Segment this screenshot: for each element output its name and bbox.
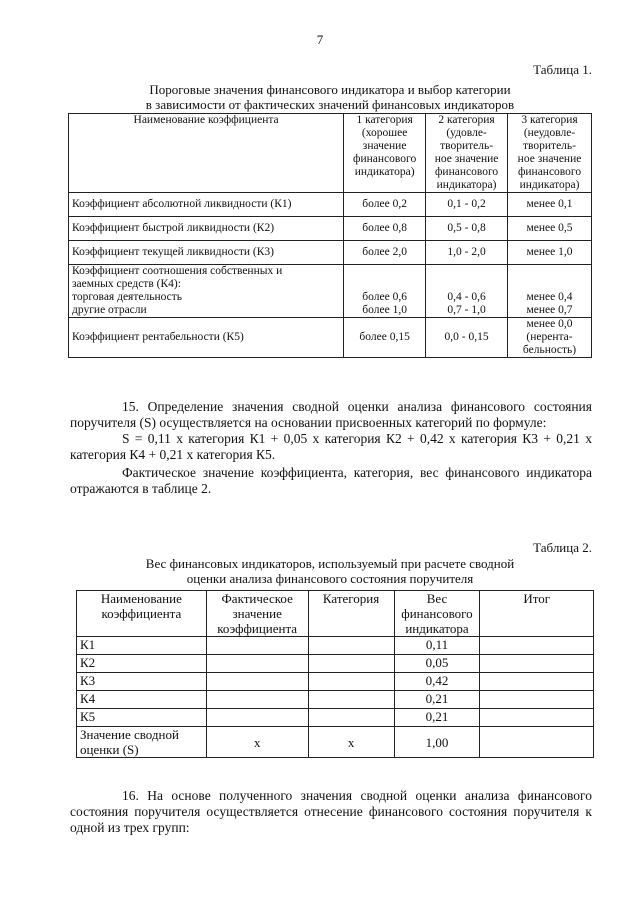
table1-title-line: в зависимости от фактических значений финансовых индикаторов — [145, 97, 515, 112]
row-weight: 0,21 — [394, 709, 480, 727]
header-category-1: 1 категория (хорошее значение финансового индикатора) — [344, 114, 426, 193]
row-name: Коэффициент абсолютной ликвидности (К1) — [69, 193, 344, 217]
section-16 — [70, 788, 592, 836]
row-cat3: менее 1,0 — [508, 241, 592, 265]
row-name: К1 — [77, 637, 207, 655]
row-weight: 0,11 — [394, 637, 480, 655]
row-cat1: более 0,6 более 1,0 — [344, 265, 426, 318]
row-name: Коэффициент рентабельности (К5) — [69, 318, 344, 358]
formula: S = 0,11 x категория К1 + 0,05 x категория К2 + 0,42 x категория К3 + 0,21 x категория К4 + 0,21 x категория К5. — [70, 431, 592, 462]
table-row — [69, 193, 592, 217]
paragraph: 15. Определение значения сводной оценки анализа финансового состояния поручителя (S) осуществляется на основании присвоенных категорий по формуле: — [70, 399, 592, 430]
row-weight: 0,21 — [394, 691, 480, 709]
row-cat1: более 0,8 — [344, 217, 426, 241]
row-cat2: 1,0 - 2,0 — [426, 241, 508, 265]
row-name: Коэффициент быстрой ликвидности (К2) — [69, 217, 344, 241]
table-row — [69, 217, 592, 241]
page-number: 7 — [316, 32, 324, 47]
row-cat2: 0,5 - 0,8 — [426, 217, 508, 241]
row-name-k4: Коэффициент соотношения собственных и заемных средств (К4): торговая деятельность другие отрасли — [69, 265, 344, 318]
row-actual — [206, 709, 308, 727]
table1-title-line: Пороговые значения финансового индикатора и выбор категории — [149, 82, 511, 97]
table-row — [77, 655, 594, 673]
header-category-2: 2 категория (удовле- творитель- ное значение финансового индикатора) — [426, 114, 508, 193]
paragraph: Фактическое значение коэффициента, категория, вес финансового индикатора отражаются в таблице 2. — [70, 465, 592, 496]
row-total — [480, 655, 594, 673]
header-category-3: 3 категория (неудовле- творитель- ное значение финансового индикатора) — [508, 114, 592, 193]
row-name: К5 — [77, 709, 207, 727]
row-total — [480, 691, 594, 709]
row-cat3: менее 0,1 — [508, 193, 592, 217]
row-category — [308, 655, 394, 673]
threshold-table — [68, 113, 592, 358]
table-row — [69, 241, 592, 265]
row-actual — [206, 673, 308, 691]
row-cat2: 0,4 - 0,6 0,7 - 1,0 — [426, 265, 508, 318]
summary-total — [480, 727, 594, 758]
header-total: Итог — [480, 591, 594, 637]
row-name: Коэффициент текущей ликвидности (К3) — [69, 241, 344, 265]
row-category — [308, 637, 394, 655]
row-total — [480, 673, 594, 691]
row-weight: 0,42 — [394, 673, 480, 691]
table-row — [77, 673, 594, 691]
row-total — [480, 637, 594, 655]
paragraph: 16. На основе полученного значения сводной оценки анализа финансового состояния поручителя осуществляется отнесение финансового состояния поручителя к одной из трех групп: — [70, 788, 592, 835]
row-actual — [206, 691, 308, 709]
table1-title — [70, 82, 590, 112]
table2-caption: Таблица 2. — [533, 540, 592, 555]
header-weight: Вес финансового индикатора — [394, 591, 480, 637]
table2-title-line: оценки анализа финансового состояния поручителя — [186, 571, 474, 586]
row-cat3: менее 0,4 менее 0,7 — [508, 265, 592, 318]
row-actual — [206, 637, 308, 655]
row-cat2: 0,0 - 0,15 — [426, 318, 508, 358]
header-category: Категория — [308, 591, 394, 637]
table-header-row — [69, 114, 592, 193]
summary-actual: х — [206, 727, 308, 758]
header-name: Наименование коэффициента — [77, 591, 207, 637]
table-row — [69, 318, 592, 358]
table-header-row — [77, 591, 594, 637]
row-weight: 0,05 — [394, 655, 480, 673]
row-cat1: более 2,0 — [344, 241, 426, 265]
table-summary-row — [77, 727, 594, 758]
table2-title — [70, 556, 590, 586]
row-cat2: 0,1 - 0,2 — [426, 193, 508, 217]
table1-caption: Таблица 1. — [533, 62, 592, 77]
row-category — [308, 709, 394, 727]
row-cat1: более 0,15 — [344, 318, 426, 358]
header-name: Наименование коэффициента — [69, 114, 344, 193]
table-row — [77, 637, 594, 655]
row-cat3: менее 0,0 (нерента- бельность) — [508, 318, 592, 358]
summary-weight: 1,00 — [394, 727, 480, 758]
row-actual — [206, 655, 308, 673]
row-name: К2 — [77, 655, 207, 673]
table2-title-line: Вес финансовых индикаторов, используемый при расчете сводной — [145, 556, 515, 571]
row-name: К4 — [77, 691, 207, 709]
row-cat3: менее 0,5 — [508, 217, 592, 241]
summary-category: х — [308, 727, 394, 758]
summary-name: Значение сводной оценки (S) — [77, 727, 207, 758]
row-cat1: более 0,2 — [344, 193, 426, 217]
row-category — [308, 673, 394, 691]
row-category — [308, 691, 394, 709]
table-row — [77, 691, 594, 709]
table-row — [77, 709, 594, 727]
table-row — [69, 265, 592, 318]
weights-table — [76, 590, 594, 758]
row-total — [480, 709, 594, 727]
row-name: К3 — [77, 673, 207, 691]
header-actual: Фактическое значение коэффициента — [206, 591, 308, 637]
section-15 — [70, 399, 592, 497]
